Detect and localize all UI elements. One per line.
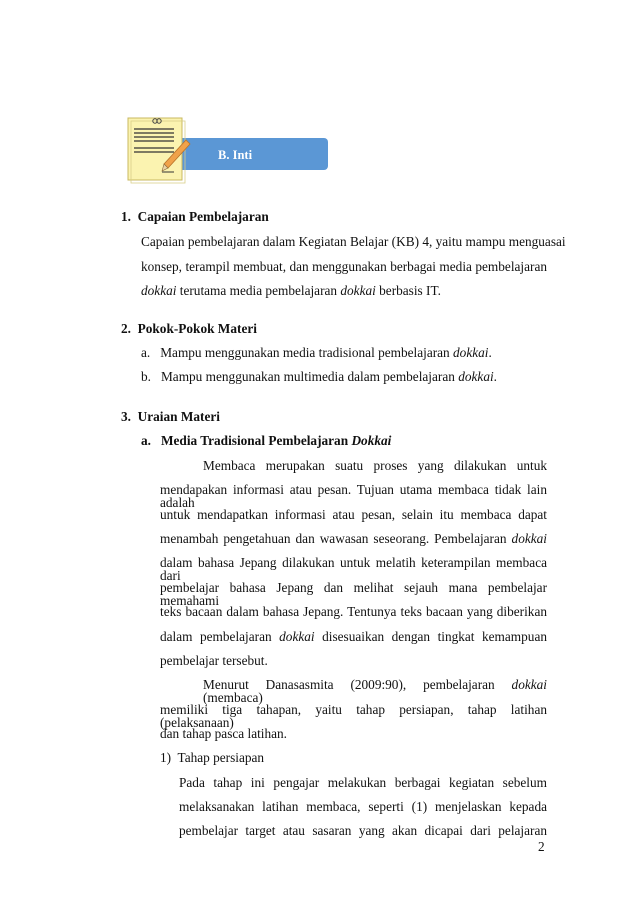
text-run: terutama media pembelajaran [176, 283, 341, 298]
text-run: . [493, 369, 497, 384]
em-dokkai: Dokkai [351, 433, 392, 448]
s2-item-b [141, 370, 497, 383]
notepad-pencil-icon [124, 114, 196, 186]
p1-line-5: dalam bahasa Jepang dilakukan untuk melatih keterampilan membaca dari [160, 555, 547, 584]
text-run: (membaca) [203, 690, 263, 706]
section-2-number: 2. [121, 321, 131, 336]
em-dokkai: dokkai [511, 677, 547, 692]
section-1-title: Capaian Pembelajaran [137, 209, 269, 224]
em-dokkai: dokkai [340, 283, 376, 298]
p1-line-6: pembelajar bahasa Jepang dan melihat sejauh mana pembelajar memahami [160, 580, 547, 609]
item-1-line-1: Pada tahap ini pengajar melakukan berbagai kegiatan sebelum [179, 775, 547, 790]
banner-label: B. Inti [218, 148, 253, 162]
s1-line-3 [141, 284, 441, 297]
p1-line-2: mendapakan informasi atau pesan. Tujuan utama membaca tidak lain adalah [160, 482, 547, 511]
list-marker: 1) [160, 750, 172, 765]
em-dokkai: dokkai [141, 283, 177, 298]
section-2-heading [121, 322, 257, 335]
list-marker: a. [141, 345, 151, 360]
text-run: Mampu menggunakan multimedia dalam pembelajaran [160, 369, 459, 384]
em-dokkai: dokkai [279, 629, 315, 644]
item-1-title: Tahap persiapan [177, 750, 265, 765]
list-marker: a. [141, 433, 151, 448]
s2-item-a [141, 346, 492, 359]
text-run: . [488, 345, 492, 360]
text-run: berbasis IT. [375, 283, 441, 298]
p2-line-3: dan tahap pasca latihan. [160, 726, 288, 741]
section-3-heading [121, 410, 220, 423]
s1-line-1: Capaian pembelajaran dalam Kegiatan Belajar (KB) 4, yaitu mampu menguasai [141, 234, 566, 249]
text-run: Mampu menggunakan media tradisional pembelajaran [160, 345, 454, 360]
item-1-heading [160, 751, 264, 764]
page-number: 2 [538, 839, 545, 854]
p1-line-1: Membaca merupakan suatu proses yang dilakukan untuk [203, 458, 547, 473]
item-1-line-2: melaksanakan latihan membaca, seperti (1) menjelaskan kepada [179, 799, 547, 814]
p2-line-2: memiliki tiga tahapan, yaitu tahap persiapan, tahap latihan (pelaksanaan) [160, 702, 547, 731]
em-dokkai: dokkai [453, 345, 489, 360]
item-1-line-3: pembelajar target atau sasaran yang akan dicapai dari pelajaran [179, 823, 547, 838]
p2-line-1 [203, 678, 547, 705]
section-1-number: 1. [121, 209, 131, 224]
list-marker: b. [141, 369, 151, 384]
text-run: disesuaikan dengan tingkat kemampuan [314, 629, 547, 644]
text-run: menambah pengetahuan dan wawasan seseorang. Pembelajaran [160, 531, 512, 546]
section-3-title: Uraian Materi [137, 409, 220, 424]
section-3-number: 3. [121, 409, 131, 424]
p1-line-8 [160, 630, 547, 643]
section-1-heading [121, 210, 269, 223]
subsection-a-heading [141, 434, 391, 447]
p1-line-9: pembelajar tersebut. [160, 653, 268, 668]
em-dokkai: dokkai [511, 531, 547, 546]
text-run: Menurut Danasasmita (2009:90), pembelajaran [203, 677, 512, 692]
em-dokkai: dokkai [458, 369, 494, 384]
p1-line-7: teks bacaan dalam bahasa Jepang. Tentunya teks bacaan yang diberikan [160, 604, 547, 619]
text-run: Media Tradisional Pembelajaran [160, 433, 352, 448]
text-run: dalam pembelajaran [160, 629, 280, 644]
section-banner [120, 112, 330, 187]
p1-line-4 [160, 532, 547, 545]
section-2-title: Pokok-Pokok Materi [137, 321, 257, 336]
p1-line-3: untuk mendapatkan informasi atau pesan, selain itu membaca dapat [160, 507, 547, 522]
s1-line-2: konsep, terampil membuat, dan menggunakan berbagai media pembelajaran [141, 259, 547, 274]
